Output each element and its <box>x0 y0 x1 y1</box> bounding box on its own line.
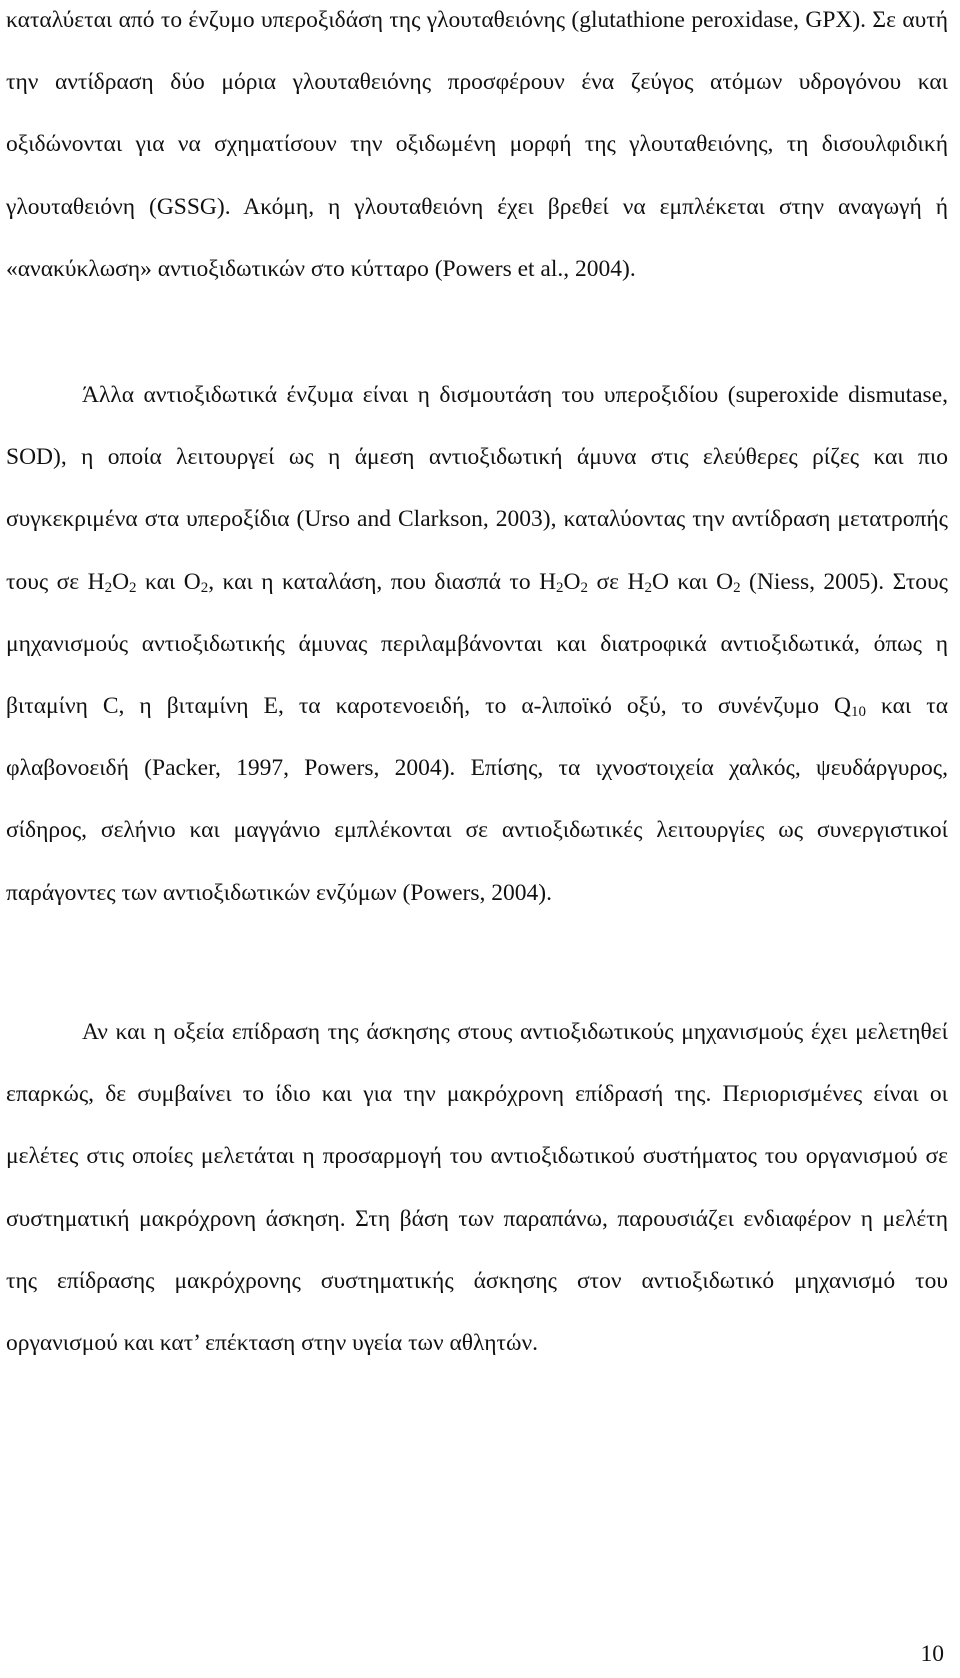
subscript: 2 <box>644 579 652 596</box>
text-run: και O <box>136 568 201 595</box>
text-run: σε H <box>588 568 645 595</box>
page-number: 10 <box>920 1641 944 1667</box>
subscript: 2 <box>733 579 741 596</box>
subscript: 2 <box>104 579 113 596</box>
paragraph-antioxidant-enzymes <box>6 364 948 924</box>
text-run: O <box>112 568 130 595</box>
document-page <box>6 0 954 1678</box>
subscript: 2 <box>580 579 589 596</box>
text-run: O και O <box>651 568 734 595</box>
text-run: (Niess, 2005). Στους μηχανισμούς αντιοξιδωτικής άμυνας περιλαμβάνονται και διατροφικά αντιοξιδωτικά, όπως η βιταμίνη C, η βιταμίνη E, τα καροτενοειδή, το α-λιποϊκό οξύ, το συνένζυμο Q <box>6 568 948 720</box>
text-run: και τα φλαβονοειδή (Packer, 1997, Powers, 2004). Επίσης, τα ιχνοστοιχεία χαλκός, ψευδάργυρος, σίδηρος, σελήνιο και μαγγάνιο εμπλέκονται σε αντιοξιδωτικές λειτουργίες ως συνεργιστικοί παράγοντες των αντιοξιδωτικών ενζύμων (Powers, 2004). <box>6 693 949 906</box>
subscript: 2 <box>556 579 564 596</box>
paragraph-glutathione: καταλύεται από το ένζυμο υπεροξιδάση της γλουταθειόνης (glutathione peroxidase, GPX). Σε αυτή την αντίδραση δύο μόρια γλουταθειόνης προσφέρουν ένα ζεύγος ατόμων υδρογόνου και οξιδώνονται για να σχηματίσουν την οξιδωμένη μορφή της γλουταθειόνης, τη δισουλφιδική γλουταθειόνη (GSSG). Ακόμη, η γλουταθειόνη έχει βρεθεί να εμπλέκεται στην αναγωγή ή «ανακύκλωση» αντιοξιδωτικών στο κύτταρο (Powers et al., 2004). <box>6 7 948 282</box>
text-run: , και η καταλάση, που διασπά το H <box>208 568 557 595</box>
text-run: O <box>563 568 581 595</box>
text-run: Άλλα αντιοξιδωτικά ένζυμα είναι η δισμουτάση του υπεροξιδίου (superoxide dismutase, SOD), η οποία λειτουργεί ως η άμεση αντιοξιδωτική άμυνα στις ελεύθερες ρίζες και πιο συγκεκριμένα στα υπεροξίδια (Urso and Clarkson, 2003), καταλύοντας την αντίδραση μετατροπής τους σε H <box>6 382 948 595</box>
subscript: 2 <box>200 579 209 596</box>
paragraph-long-term-exercise: Αν και η οξεία επίδραση της άσκησης στους αντιοξιδωτικούς μηχανισμούς έχει μελετηθεί επαρκώς, δε συμβαίνει το ίδιο και για την μακρόχρονη επίδρασή της. Περιορισμένες είναι οι μελέτες στις οποίες μελετάται η προσαρμογή του αντιοξιδωτικού συστήματος του οργανισμού σε συστηματική μακρόχρονη άσκηση. Στη βάση των παραπάνω, παρουσιάζει ενδιαφέρον η μελέτη της επίδρασης μακρόχρονης συστηματικής άσκησης στον αντιοξιδωτικό μηχανισμό του οργανισμού και κατ’ επέκταση στην υγεία των αθλητών. <box>6 1019 948 1357</box>
subscript: 2 <box>129 579 137 596</box>
subscript: 10 <box>850 704 866 721</box>
